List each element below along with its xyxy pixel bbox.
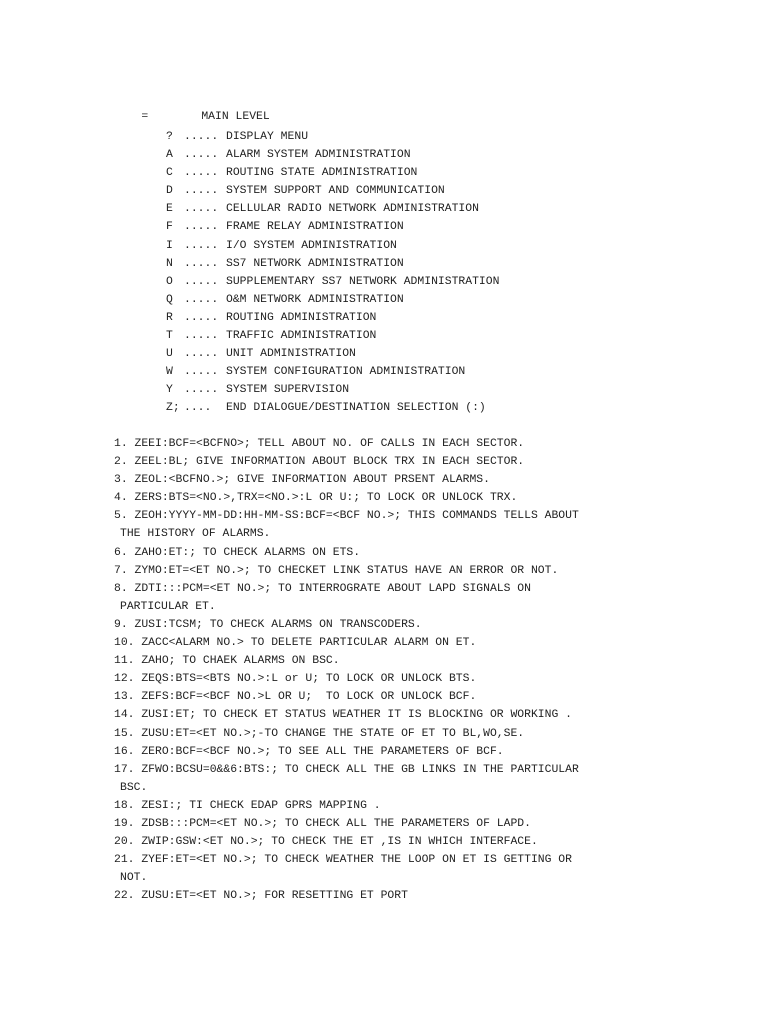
menu-item-key: Y xyxy=(166,384,173,397)
command-item xyxy=(114,743,644,761)
menu-item-key: D xyxy=(166,185,173,198)
command-text: 3. ZEOL:<BCFNO.>; GIVE INFORMATION ABOUT PRSENT ALARMS. xyxy=(114,474,490,487)
command-text: 8. ZDTI:::PCM=<ET NO.>; TO INTERROGRATE ABOUT LAPD SIGNALS ON xyxy=(114,582,531,595)
command-item xyxy=(114,435,644,453)
command-item xyxy=(114,670,644,688)
command-continuation: PARTICULAR ET. xyxy=(120,600,216,613)
menu-item-label: TRAFFIC ADMINISTRATION xyxy=(226,330,377,343)
command-item xyxy=(114,851,644,887)
command-item xyxy=(114,706,644,724)
menu-item xyxy=(166,309,499,327)
command-item xyxy=(114,489,644,507)
command-item xyxy=(114,761,644,797)
menu-item-dots: .... xyxy=(184,402,212,415)
menu-item-key: E xyxy=(166,203,173,216)
menu-item-key: N xyxy=(166,257,173,270)
main-menu-list xyxy=(166,128,499,418)
menu-item xyxy=(166,291,499,309)
command-continuation: NOT. xyxy=(120,872,148,885)
menu-item-label: UNIT ADMINISTRATION xyxy=(226,348,356,361)
menu-item xyxy=(166,146,499,164)
menu-item-key: C xyxy=(166,167,173,180)
command-text: 7. ZYMO:ET=<ET NO.>; TO CHECKET LINK STATUS HAVE AN ERROR OR NOT. xyxy=(114,564,559,577)
command-text: 1. ZEEI:BCF=<BCFNO>; TELL ABOUT NO. OF CALLS IN EACH SECTOR. xyxy=(114,438,525,450)
command-item xyxy=(114,544,644,562)
menu-item-label: CELLULAR RADIO NETWORK ADMINISTRATION xyxy=(226,203,479,216)
command-item xyxy=(114,887,644,905)
command-continuation: BSC. xyxy=(120,781,148,794)
menu-item-key: R xyxy=(166,311,173,324)
menu-item-key: O xyxy=(166,275,173,288)
menu-item-key: U xyxy=(166,348,173,361)
menu-item-dots: ..... xyxy=(184,149,219,162)
command-item xyxy=(114,833,644,851)
menu-item-key: Z; xyxy=(166,402,180,415)
command-item xyxy=(114,815,644,833)
menu-item-label: SYSTEM SUPPORT AND COMMUNICATION xyxy=(226,185,445,198)
menu-item-dots: ..... xyxy=(184,257,219,270)
menu-item-dots: ..... xyxy=(184,239,219,252)
menu-item-dots: ..... xyxy=(184,330,219,343)
command-text: 15. ZUSU:ET=<ET NO.>;-TO CHANGE THE STATE OF ET TO BL,WO,SE. xyxy=(114,727,525,740)
command-text: 22. ZUSU:ET=<ET NO.>; FOR RESETTING ET PORT xyxy=(114,890,408,903)
menu-item-dots: ..... xyxy=(184,311,219,324)
heading-title: MAIN LEVEL xyxy=(201,111,270,123)
menu-item-label: ROUTING STATE ADMINISTRATION xyxy=(226,167,418,180)
menu-item xyxy=(166,182,499,200)
command-item xyxy=(114,797,644,815)
menu-item-label: END DIALOGUE/DESTINATION SELECTION (:) xyxy=(226,402,486,415)
menu-item-label: I/O SYSTEM ADMINISTRATION xyxy=(226,239,397,252)
command-text: 5. ZEOH:YYYY-MM-DD:HH-MM-SS:BCF=<BCF NO.>; THIS COMMANDS TELLS ABOUT xyxy=(114,510,579,523)
menu-item-key: I xyxy=(166,239,173,252)
command-item xyxy=(114,688,644,706)
menu-item xyxy=(166,273,499,291)
command-text: 17. ZFWO:BCSU=0&&6:BTS:; TO CHECK ALL THE GB LINKS IN THE PARTICULAR xyxy=(114,763,579,776)
menu-item xyxy=(166,363,499,381)
command-continuation: THE HISTORY OF ALARMS. xyxy=(120,528,271,541)
menu-item xyxy=(166,237,499,255)
menu-item-dots: ..... xyxy=(184,293,219,306)
command-text: 11. ZAHO; TO CHAEK ALARMS ON BSC. xyxy=(114,655,340,668)
menu-item xyxy=(166,218,499,236)
command-text: 13. ZEFS:BCF=<BCF NO.>L OR U; TO LOCK OR UNLOCK BCF. xyxy=(114,691,477,704)
menu-item xyxy=(166,345,499,363)
menu-item-dots: ..... xyxy=(184,348,219,361)
command-text: 20. ZWIP:GSW:<ET NO.>; TO CHECK THE ET ,IS IN WHICH INTERFACE. xyxy=(114,836,538,849)
menu-item-dots: ..... xyxy=(184,221,219,234)
menu-item-label: ROUTING ADMINISTRATION xyxy=(226,311,377,324)
menu-item-dots: ..... xyxy=(184,185,219,198)
menu-item-label: SUPPLEMENTARY SS7 NETWORK ADMINISTRATION xyxy=(226,275,500,288)
command-text: 9. ZUSI:TCSM; TO CHECK ALARMS ON TRANSCODERS. xyxy=(114,618,422,631)
command-item xyxy=(114,453,644,471)
command-item xyxy=(114,580,644,616)
menu-item-key: W xyxy=(166,366,173,379)
command-text: 6. ZAHO:ET:; TO CHECK ALARMS ON ETS. xyxy=(114,546,361,559)
command-item xyxy=(114,652,644,670)
menu-item xyxy=(166,164,499,182)
menu-item-key: A xyxy=(166,149,173,162)
command-text: 21. ZYEF:ET=<ET NO.>; TO CHECK WEATHER THE LOOP ON ET IS GETTING OR xyxy=(114,854,572,867)
menu-item xyxy=(166,200,499,218)
menu-item-dots: ..... xyxy=(184,131,219,143)
command-text: 12. ZEQS:BTS=<BTS NO.>:L or U; TO LOCK OR UNLOCK BTS. xyxy=(114,673,477,686)
command-text: 10. ZACC<ALARM NO.> TO DELETE PARTICULAR ALARM ON ET. xyxy=(114,637,477,650)
menu-item-label: FRAME RELAY ADMINISTRATION xyxy=(226,221,404,234)
command-text: 2. ZEEL:BL; GIVE INFORMATION ABOUT BLOCK TRX IN EACH SECTOR. xyxy=(114,456,525,469)
command-item xyxy=(114,725,644,743)
menu-item-dots: ..... xyxy=(184,203,219,216)
menu-item-dots: ..... xyxy=(184,275,219,288)
command-text: 4. ZERS:BTS=<NO.>,TRX=<NO.>:L OR U:; TO LOCK OR UNLOCK TRX. xyxy=(114,492,518,505)
menu-item xyxy=(166,399,499,417)
menu-item xyxy=(166,381,499,399)
command-list xyxy=(114,435,644,905)
main-level-heading xyxy=(114,93,270,123)
menu-item-key: F xyxy=(166,221,173,234)
menu-item-key: ? xyxy=(166,131,173,143)
menu-item-label: SS7 NETWORK ADMINISTRATION xyxy=(226,257,404,270)
menu-item-dots: ..... xyxy=(184,366,219,379)
menu-item-dots: ..... xyxy=(184,167,219,180)
command-item xyxy=(114,616,644,634)
menu-item-label: DISPLAY MENU xyxy=(226,131,309,143)
command-text: 18. ZESI:; TI CHECK EDAP GPRS MAPPING . xyxy=(114,799,381,812)
menu-item xyxy=(166,327,499,345)
heading-symbol: = xyxy=(141,111,149,123)
command-text: 14. ZUSI:ET; TO CHECK ET STATUS WEATHER IT IS BLOCKING OR WORKING . xyxy=(114,709,572,722)
menu-item-dots: ..... xyxy=(184,384,219,397)
menu-item-label: SYSTEM SUPERVISION xyxy=(226,384,350,397)
command-text: 16. ZERO:BCF=<BCF NO.>; TO SEE ALL THE PARAMETERS OF BCF. xyxy=(114,745,504,758)
menu-item-key: Q xyxy=(166,293,173,306)
menu-item-label: ALARM SYSTEM ADMINISTRATION xyxy=(226,149,411,162)
command-item xyxy=(114,507,644,543)
menu-item-key: T xyxy=(166,330,173,343)
menu-item-label: O&M NETWORK ADMINISTRATION xyxy=(226,293,404,306)
command-item xyxy=(114,471,644,489)
menu-item xyxy=(166,255,499,273)
command-item xyxy=(114,634,644,652)
menu-item-label: SYSTEM CONFIGURATION ADMINISTRATION xyxy=(226,366,466,379)
menu-item xyxy=(166,128,499,146)
command-item xyxy=(114,562,644,580)
command-text: 19. ZDSB:::PCM=<ET NO.>; TO CHECK ALL THE PARAMETERS OF LAPD. xyxy=(114,817,531,830)
